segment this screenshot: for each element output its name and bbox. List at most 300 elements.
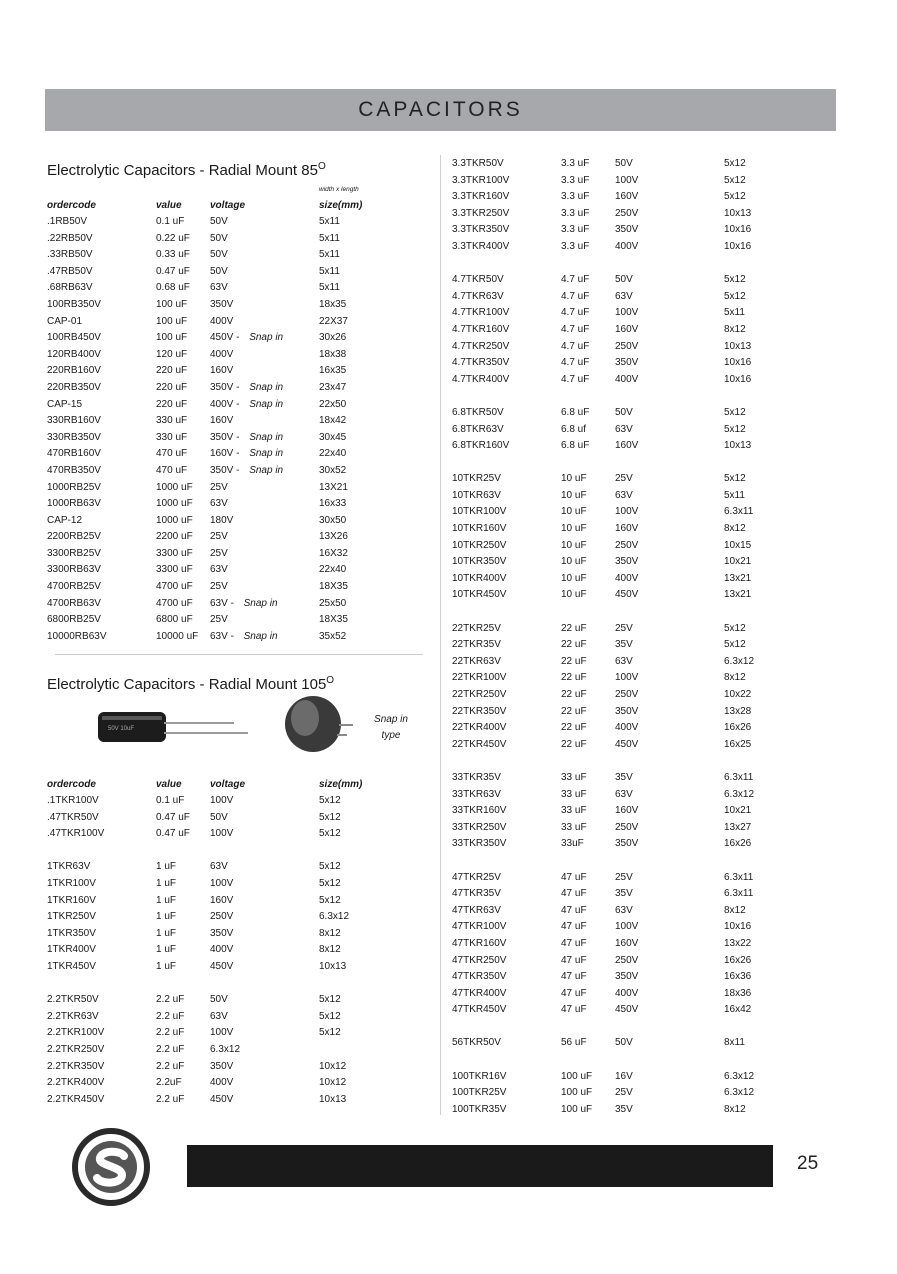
row-spacer: [452, 753, 832, 770]
size-cell: 22x40: [319, 448, 347, 460]
size-cell: 5x12: [724, 406, 746, 418]
ordercode-cell: 3.3TKR400V: [452, 240, 510, 252]
size-cell: 23x47: [319, 381, 347, 393]
voltage-cell: 350V: [615, 971, 639, 983]
value-cell: 10 uF: [561, 589, 587, 601]
table-row: [47, 579, 427, 596]
size-cell: 5x12: [724, 639, 746, 651]
ordercode-cell: 10TKR100V: [452, 506, 507, 518]
ordercode-cell: 1TKR350V: [47, 927, 96, 939]
value-cell: 2.2 uF: [156, 1043, 185, 1055]
size-cell: 10x13: [724, 340, 752, 352]
size-cell: 10x12: [319, 1060, 347, 1072]
size-cell: 5x12: [319, 828, 341, 840]
table-row: [452, 953, 832, 970]
size-cell: 10x21: [724, 805, 752, 817]
ordercode-cell: 2200RB25V: [47, 531, 101, 543]
ordercode-cell: CAP-12: [47, 514, 83, 526]
value-cell: 10 uF: [561, 539, 587, 551]
voltage-cell: 450V: [615, 589, 639, 601]
voltage-cell: 50V: [615, 274, 633, 286]
table-row: [452, 654, 832, 671]
table-row: [47, 596, 427, 613]
value-cell: 4.7 uF: [561, 357, 590, 369]
page-number: 25: [797, 1153, 819, 1174]
table-row: [452, 936, 832, 953]
ordercode-cell: 1TKR63V: [47, 861, 91, 873]
size-cell: 6.3x11: [724, 871, 754, 883]
ordercode-cell: 4.7TKR400V: [452, 373, 510, 385]
value-cell: 33uF: [561, 838, 584, 850]
section-title-85-text: Electrolytic Capacitors - Radial Mount 85: [47, 162, 318, 179]
value-cell: 1 uF: [156, 877, 177, 889]
ordercode-cell: .1RB50V: [47, 216, 88, 227]
table-row: [47, 876, 427, 893]
value-cell: 6.8 uf: [561, 423, 587, 435]
ordercode-cell: .33RB50V: [47, 249, 93, 261]
snap-in-label: Snap in: [249, 332, 284, 344]
value-cell: 470 uF: [156, 464, 188, 476]
row-spacer: [452, 455, 832, 472]
ordercode-cell: 33TKR160V: [452, 805, 507, 817]
ordercode-cell: 1TKR160V: [47, 894, 96, 906]
size-cell: 22X37: [319, 315, 348, 327]
value-cell: 3.3 uF: [561, 207, 590, 219]
voltage-cell: 250V: [615, 954, 639, 966]
size-cell: 10x16: [724, 373, 752, 385]
voltage-cell: 100V: [615, 506, 639, 518]
ordercode-cell: 6.8TKR160V: [452, 440, 510, 452]
size-cell: 6.3x12: [724, 788, 755, 800]
ordercode-cell: 1TKR450V: [47, 960, 96, 972]
voltage-cell: 450V -: [210, 332, 240, 344]
voltage-cell: 25V: [615, 473, 633, 485]
value-cell: 100 uF: [156, 298, 188, 310]
table-row: [47, 247, 427, 264]
size-cell: 18x42: [319, 415, 347, 427]
table-row: [47, 280, 427, 297]
value-cell: 47 uF: [561, 937, 587, 949]
ordercode-cell: CAP-01: [47, 315, 83, 327]
voltage-cell: 180V: [210, 514, 234, 526]
size-cell: 18x35: [319, 298, 347, 310]
value-cell: 3.3 uF: [561, 240, 590, 252]
table-row: [47, 909, 427, 926]
table-row: [452, 305, 832, 322]
table-row: [47, 529, 427, 546]
value-cell: 0.22 uF: [156, 232, 190, 244]
value-cell: 4700 uF: [156, 581, 193, 593]
ordercode-cell: 22TKR350V: [452, 705, 507, 717]
value-cell: 10 uF: [561, 556, 587, 568]
value-cell: 22 uF: [561, 689, 587, 700]
ordercode-cell: 100TKR35V: [452, 1103, 507, 1115]
size-column-note: width x length: [319, 186, 359, 193]
ordercode-cell: 10TKR350V: [452, 556, 507, 568]
row-spacer: [452, 1052, 832, 1069]
ordercode-cell: 100RB350V: [47, 298, 101, 310]
ordercode-cell: .47TKR50V: [47, 811, 99, 823]
voltage-cell: 63V: [210, 861, 228, 873]
value-cell: 47 uF: [561, 871, 587, 883]
value-cell: 33 uF: [561, 788, 587, 800]
size-cell: 10x21: [724, 556, 752, 568]
ordercode-cell: 3.3TKR350V: [452, 224, 510, 236]
voltage-cell: 16V: [615, 1070, 633, 1082]
snap-in-label: Snap in: [249, 431, 284, 443]
degree-mark: O: [317, 161, 326, 172]
table-row: [452, 322, 832, 339]
voltage-cell: 250V: [615, 340, 639, 352]
voltage-cell: 400V: [210, 348, 234, 360]
size-cell: 16x35: [319, 365, 347, 377]
voltage-cell: 63V: [615, 655, 633, 667]
table-row: [47, 992, 427, 1009]
row-spacer: [452, 256, 832, 273]
ordercode-cell: 33TKR250V: [452, 821, 507, 833]
table-row: [452, 670, 832, 687]
snap-in-caption-line1: Snap in: [374, 714, 408, 725]
voltage-cell: 350V -: [210, 464, 240, 476]
value-cell: 0.47 uF: [156, 265, 190, 277]
table-row: [452, 289, 832, 306]
voltage-cell: 100V: [615, 921, 639, 933]
size-cell: 5x12: [724, 622, 746, 634]
size-cell: 5x12: [319, 994, 341, 1006]
ordercode-cell: 47TKR63V: [452, 904, 501, 916]
value-cell: 4.7 uF: [561, 290, 590, 302]
value-cell: 220 uF: [156, 381, 188, 393]
table-row: [452, 803, 832, 820]
ordercode-cell: 220RB350V: [47, 381, 101, 393]
table-row: [47, 330, 427, 347]
size-cell: 18X35: [319, 614, 348, 626]
value-cell: 0.1 uF: [156, 216, 185, 227]
table-row: [452, 339, 832, 356]
value-cell: 2.2 uF: [156, 1010, 185, 1022]
voltage-cell: 50V: [210, 811, 228, 823]
value-cell: 2.2 uF: [156, 1027, 185, 1039]
value-cell: 2.2 uF: [156, 994, 185, 1006]
ordercode-cell: 2.2TKR63V: [47, 1010, 99, 1022]
row-spacer: [452, 853, 832, 870]
table-radial-105-continued: [452, 156, 832, 1118]
size-cell: 16x26: [724, 838, 752, 850]
ordercode-cell: 1TKR400V: [47, 944, 96, 956]
value-cell: 0.47 uF: [156, 828, 190, 840]
value-cell: 0.33 uF: [156, 249, 190, 261]
voltage-cell: 50V: [615, 1037, 633, 1049]
ordercode-cell: 2.2TKR350V: [47, 1060, 105, 1072]
voltage-cell: 350V: [210, 298, 234, 310]
header-ordercode: ordercode: [47, 778, 96, 790]
table-row: [47, 297, 427, 314]
table-row: [452, 222, 832, 239]
value-cell: 10000 uF: [156, 630, 199, 642]
size-cell: 5x11: [319, 282, 340, 294]
size-cell: 6.3x11: [724, 771, 754, 783]
table-row: [452, 621, 832, 638]
ordercode-cell: .22RB50V: [47, 232, 93, 244]
size-cell: 13x21: [724, 589, 752, 601]
voltage-cell: 63V: [615, 788, 633, 800]
value-cell: 3.3 uF: [561, 158, 590, 169]
page-banner: [45, 89, 836, 131]
table-row: [452, 637, 832, 654]
value-cell: 22 uF: [561, 738, 587, 750]
size-cell: 13x22: [724, 937, 752, 949]
ordercode-cell: CAP-15: [47, 398, 83, 410]
table-row: [47, 231, 427, 248]
size-cell: 5x12: [724, 290, 746, 302]
voltage-cell: 160V: [615, 191, 639, 203]
size-cell: 18X35: [319, 581, 348, 593]
ordercode-cell: 4700RB63V: [47, 597, 101, 609]
size-cell: 8x12: [319, 927, 341, 939]
ordercode-cell: 1TKR250V: [47, 911, 96, 923]
table-row: [452, 554, 832, 571]
table-row: [47, 496, 427, 513]
value-cell: 0.68 uF: [156, 282, 190, 294]
size-cell: 10x16: [724, 240, 752, 252]
table-row: [47, 612, 427, 629]
row-spacer: [452, 604, 832, 621]
ordercode-cell: 22TKR63V: [452, 655, 501, 667]
voltage-cell: 35V: [615, 771, 633, 783]
size-cell: 8x12: [724, 1103, 746, 1115]
ordercode-cell: 22TKR35V: [452, 639, 501, 651]
header-size: size(mm): [319, 199, 363, 211]
voltage-cell: 400V: [615, 722, 639, 734]
value-cell: 330 uF: [156, 431, 188, 443]
ordercode-cell: 1000RB63V: [47, 498, 101, 510]
table-header-85: [47, 197, 427, 214]
table-row: [452, 903, 832, 920]
ordercode-cell: 3300RB63V: [47, 564, 101, 576]
table-row: [47, 430, 427, 447]
ordercode-cell: 10TKR450V: [452, 589, 507, 601]
ordercode-cell: 4.7TKR50V: [452, 274, 504, 286]
ordercode-cell: 6.8TKR63V: [452, 423, 504, 435]
size-cell: 16x25: [724, 738, 752, 750]
voltage-cell: 400V: [210, 944, 234, 956]
voltage-cell: 450V: [210, 1093, 234, 1105]
voltage-cell: 63V: [210, 1010, 228, 1022]
table-row: [452, 1035, 832, 1052]
table-row: [452, 737, 832, 754]
size-cell: 10x12: [319, 1077, 347, 1089]
ordercode-cell: 2.2TKR250V: [47, 1043, 105, 1055]
table-row: [47, 859, 427, 876]
value-cell: 22 uF: [561, 622, 587, 634]
table-row: [452, 1102, 832, 1119]
value-cell: 33 uF: [561, 805, 587, 817]
table-row: [47, 363, 427, 380]
ordercode-cell: .1TKR100V: [47, 795, 99, 806]
value-cell: 22 uF: [561, 639, 587, 651]
header-voltage: voltage: [210, 778, 246, 790]
value-cell: 6800 uF: [156, 614, 193, 626]
voltage-cell: 50V: [615, 158, 633, 169]
value-cell: 6.8 uF: [561, 406, 590, 418]
ordercode-cell: 330RB350V: [47, 431, 101, 443]
row-spacer: [452, 388, 832, 405]
header-size: size(mm): [319, 778, 363, 790]
size-cell: 30x50: [319, 514, 347, 526]
ordercode-cell: 10TKR63V: [452, 489, 501, 501]
table-row: [452, 870, 832, 887]
value-cell: 100 uF: [561, 1070, 593, 1082]
value-cell: 4.7 uF: [561, 340, 590, 352]
voltage-cell: 350V: [210, 1060, 234, 1072]
voltage-cell: 250V: [615, 821, 639, 833]
ordercode-cell: 330RB160V: [47, 415, 101, 427]
ordercode-cell: 10TKR250V: [452, 539, 507, 551]
voltage-cell: 100V: [210, 1027, 234, 1039]
size-cell: 8x12: [724, 672, 746, 684]
table-row: [452, 521, 832, 538]
table-row: [452, 471, 832, 488]
size-cell: 10x16: [724, 224, 752, 236]
size-cell: 13x21: [724, 572, 752, 584]
table-row: [452, 355, 832, 372]
row-spacer: [47, 843, 427, 860]
value-cell: 100 uF: [156, 332, 188, 344]
voltage-cell: 100V: [210, 877, 234, 889]
ordercode-cell: 10000RB63V: [47, 630, 107, 642]
size-cell: 10x16: [724, 921, 752, 933]
ordercode-cell: 47TKR400V: [452, 987, 507, 999]
table-radial-105: [47, 793, 427, 1108]
size-cell: 18x36: [724, 987, 752, 999]
size-cell: 16x26: [724, 954, 752, 966]
table-row: [452, 919, 832, 936]
size-cell: 6.3x12: [724, 655, 755, 667]
table-row: [47, 446, 427, 463]
voltage-cell: 25V: [210, 581, 228, 593]
size-cell: 10x16: [724, 357, 752, 369]
ordercode-cell: 100RB450V: [47, 332, 101, 344]
voltage-cell: 35V: [615, 1103, 633, 1115]
value-cell: 10 uF: [561, 506, 587, 518]
header-voltage: voltage: [210, 199, 246, 211]
table-row: [452, 687, 832, 704]
voltage-cell: 25V: [615, 1087, 633, 1099]
value-cell: 220 uF: [156, 365, 188, 377]
ordercode-cell: 22TKR250V: [452, 689, 507, 700]
ordercode-cell: 33TKR63V: [452, 788, 501, 800]
table-row: [47, 463, 427, 480]
size-cell: 5x12: [319, 1027, 341, 1039]
ordercode-cell: 47TKR25V: [452, 871, 501, 883]
ordercode-cell: 22TKR450V: [452, 738, 507, 750]
ordercode-cell: 100TKR25V: [452, 1087, 507, 1099]
voltage-cell: 100V: [615, 174, 639, 186]
size-cell: 5x11: [319, 249, 340, 261]
value-cell: 220 uF: [156, 398, 188, 410]
table-row: [452, 969, 832, 986]
voltage-cell: 25V: [615, 622, 633, 634]
value-cell: 1 uF: [156, 927, 177, 939]
row-spacer: [47, 976, 427, 993]
voltage-cell: 450V: [210, 960, 234, 972]
snap-in-label: Snap in: [249, 448, 284, 460]
size-cell: 16x42: [724, 1004, 752, 1016]
header-value: value: [156, 778, 182, 790]
value-cell: 120 uF: [156, 348, 188, 360]
table-row: [452, 438, 832, 455]
value-cell: 22 uF: [561, 655, 587, 667]
voltage-cell: 50V: [615, 406, 633, 418]
table-row: [452, 1085, 832, 1102]
ordercode-cell: 2.2TKR100V: [47, 1027, 105, 1039]
size-cell: 25x50: [319, 597, 347, 609]
ordercode-cell: 4.7TKR350V: [452, 357, 510, 369]
ordercode-cell: 33TKR35V: [452, 771, 501, 783]
value-cell: 47 uF: [561, 971, 587, 983]
table-row: [47, 1042, 427, 1059]
value-cell: 6.8 uF: [561, 440, 590, 452]
ordercode-cell: 220RB160V: [47, 365, 101, 377]
size-cell: 5x12: [319, 877, 341, 889]
table-row: [47, 893, 427, 910]
value-cell: 0.1 uF: [156, 795, 185, 806]
table-row: [452, 189, 832, 206]
ordercode-cell: 4.7TKR63V: [452, 290, 504, 302]
table-row: [452, 239, 832, 256]
ordercode-cell: 3.3TKR100V: [452, 174, 510, 186]
table-row: [47, 1025, 427, 1042]
value-cell: 2200 uF: [156, 531, 193, 543]
size-cell: 10x13: [724, 207, 752, 219]
table-row: [47, 264, 427, 281]
table-row: [47, 926, 427, 943]
value-cell: 10 uF: [561, 572, 587, 584]
voltage-cell: 63V: [615, 904, 633, 916]
table-row: [452, 504, 832, 521]
svg-text:50V 10uF: 50V 10uF: [108, 726, 135, 732]
footer-bar: [187, 1145, 773, 1187]
voltage-cell: 63V: [210, 564, 228, 576]
voltage-cell: 250V: [615, 539, 639, 551]
ordercode-cell: 22TKR25V: [452, 622, 501, 634]
size-cell: 35x52: [319, 630, 347, 642]
size-cell: 5x12: [724, 191, 746, 203]
voltage-cell: 350V: [615, 224, 639, 236]
value-cell: 1000 uF: [156, 514, 193, 526]
table-row: [47, 562, 427, 579]
size-cell: 13X26: [319, 531, 348, 543]
table-row: [452, 720, 832, 737]
table-row: [452, 787, 832, 804]
voltage-cell: 6.3x12: [210, 1043, 241, 1055]
ordercode-cell: 2.2TKR450V: [47, 1093, 105, 1105]
value-cell: 4.7 uF: [561, 373, 590, 385]
table-row: [452, 571, 832, 588]
table-row: [47, 1075, 427, 1092]
voltage-cell: 25V: [210, 531, 228, 543]
table-row: [452, 405, 832, 422]
size-cell: 18x38: [319, 348, 347, 360]
table-row: [47, 397, 427, 414]
ordercode-cell: 100TKR16V: [452, 1070, 507, 1082]
table-row: [452, 488, 832, 505]
table-row: [452, 538, 832, 555]
table-row: [452, 372, 832, 389]
table-row: [452, 272, 832, 289]
voltage-cell: 350V: [210, 927, 234, 939]
size-cell: 22x50: [319, 398, 347, 410]
